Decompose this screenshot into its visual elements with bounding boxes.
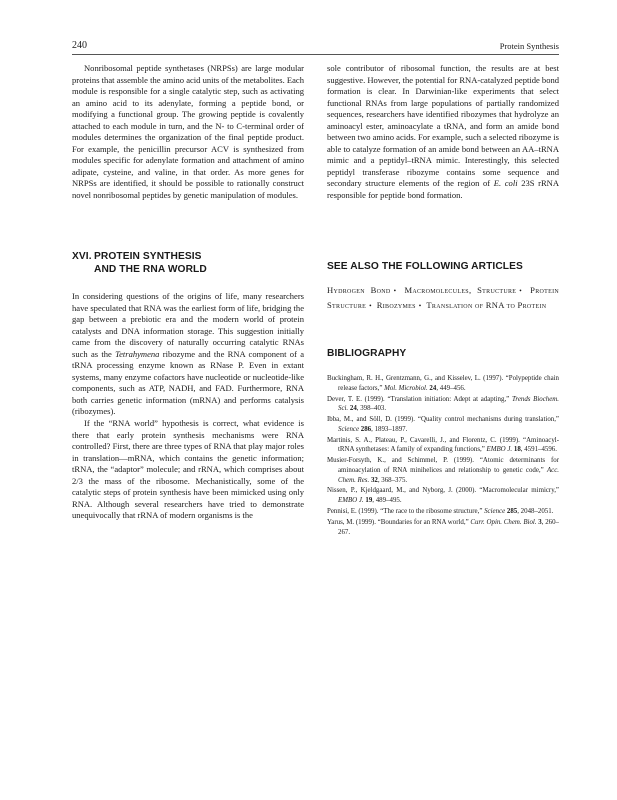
- bibliography-entry: Ibba, M., and Söll, D. (1999). “Quality control mechanisms during translation,” Science 286, 1893–1897.: [327, 416, 559, 433]
- bibliography-entry: Yarus, M. (1999). “Boundaries for an RNA world,” Curr. Opin. Chem. Biol. 3, 260–267.: [327, 518, 560, 536]
- section-number: XVI.: [72, 251, 92, 262]
- bibliography-list: [327, 374, 559, 538]
- see-also-link[interactable]: Ribozymes: [376, 299, 416, 310]
- bibliography-entry: Nissen, P., Kjeldgaard, M., and Nyborg, J. (2000). “Macromolecular mimicry,” EMBO J. 19, 489–495.: [327, 487, 559, 505]
- bullet-separator: •: [519, 287, 522, 295]
- section-heading: [72, 251, 304, 276]
- bibliography-entry: Martinis, S. A., Plateau, P., Cavarelli, J., and Florentz, C. (1999). “Aminoacyl-tRNA synthetases: A family of expanding functions,” EMBO J. 18, 4591–4596.: [327, 436, 559, 454]
- bullet-separator: •: [418, 301, 422, 310]
- bullet-separator: •: [393, 287, 397, 295]
- bibliography-heading: BIBLIOGRAPHY: [327, 348, 407, 359]
- see-also-link[interactable]: Hydrogen Bond: [327, 285, 391, 295]
- see-also-link[interactable]: Translation of RNA to Protein: [426, 299, 547, 310]
- ecoli-italic: E. coli: [493, 178, 518, 189]
- section-title-line2: AND THE RNA WORLD: [94, 263, 207, 275]
- see-also-link[interactable]: Protein Structure: [327, 285, 560, 310]
- bullet-separator: •: [369, 301, 372, 310]
- nrps-paragraph: Nonribosomal peptide synthetases (NRPSs) are large modular proteins that assemble the amino acid units of the metabolites. Each module is responsible for a single catalytic step, such as activating an amino acid to its adenylate, forming a peptide bond, or modifying a functional group. The growing peptide is covalently attached to each module in turn, and the N- to C-terminal order of modules determines the organization of the final peptide product. For example, the penicillin precursor ACV is synthesized from modules specific for adenylate formation and attachment of amino adipate, cysteine, and valine, in that order. As more genes for NRPSs are identified, it should be possible to rationally construct novel nonribosomal peptides by genetic manipulation of modules.: [72, 63, 304, 201]
- section-body: [72, 291, 304, 522]
- right-column: [327, 63, 559, 202]
- running-head: Protein Synthesis: [499, 41, 559, 51]
- see-also-list: [327, 284, 559, 313]
- header-rule: [72, 54, 559, 55]
- section-title-line1: PROTEIN SYNTHESIS: [94, 251, 202, 262]
- tetrahymena-italic: Tetrahymena: [115, 348, 160, 359]
- continuation-paragraph: sole contributor of ribosomal function, the results are at best suggestive. However, the potential for RNA-catalyzed peptide bond formation is clear. In Darwinian-like experiments that select functional RNAs from large populations of partially randomized sequences, researchers have identified ribozymes that hydrolyze an aminoacyl ester, aminoacylate a tRNA, and form an amide bond between two amino acids. For example, such a selected ribozyme is able to catalyze formation of an amide bond between an AA–tRNA mimic and a peptidyl–tRNA mimic. Interestingly, this selected peptidyl transferase ribozyme contains some sequence and secondary structure elements of the region of E. coli 23S rRNA responsible for peptide bond formation.: [327, 63, 560, 201]
- rna-world-paragraph-1: In considering questions of the origins of life, many researchers have speculated that RNA was the earliest form of life, bridging the gap between a prebiotic era and the modern world of protein catalysts and DNA information storage. This suggestion initially came from the discovery of naturally occurring catalytic RNAs such as the Tetrahymena ribozyme and the RNA component of a tRNA processing enzyme known as RNase P. Even in extant systems, many enzyme cofactors have nucleotide or nucleotide-like components, such as ATP, NADH, and FAD. Furthermore, RNA both carries genetic information (mRNA) and performs catalysis (ribozymes).: [72, 291, 304, 417]
- see-also-heading: SEE ALSO THE FOLLOWING ARTICLES: [327, 261, 523, 272]
- left-column: [72, 63, 304, 202]
- bibliography-entry: Musier-Forsyth, K., and Schimmel, P. (1999). “Atomic determinants for aminoacylation of RNA minihelices and relationship to genetic code,” Acc. Chem. Res. 32, 368–375.: [327, 457, 559, 484]
- rna-world-paragraph-2: If the “RNA world” hypothesis is correct, what evidence is there that early protein synthesis mechanisms were RNA controlled? First, there are three types of RNA that play major roles in translation—mRNA, which contains the genetic information; tRNA, the “adaptor” molecule; and rRNA, which comprises about 2/3 the mass of the ribosome. Mechanistically, some of the catalytic steps of protein synthesis have been mimicked using only RNA. Although several researchers have tried to demonstrate unequivocally that rRNA of modern organisms is the: [72, 418, 304, 521]
- bibliography-entry: Pennisi, E. (1999). “The race to the ribosome structure,” Science 285, 2048–2051.: [327, 507, 554, 515]
- page-number: 240: [72, 40, 87, 51]
- bibliography-entry: Buckingham, R. H., Grentzmann, G., and Kisselev, L. (1997). “Polypeptide chain release factors,” Mol. Microbiol. 24, 449–456.: [327, 375, 559, 392]
- see-also-link[interactable]: Macromolecules, Structure: [404, 285, 517, 295]
- bibliography-entry: Dever, T. E. (1999). “Translation initiation: Adept at adapting,” Trends Biochem. Sci. 24, 398–403.: [327, 395, 559, 413]
